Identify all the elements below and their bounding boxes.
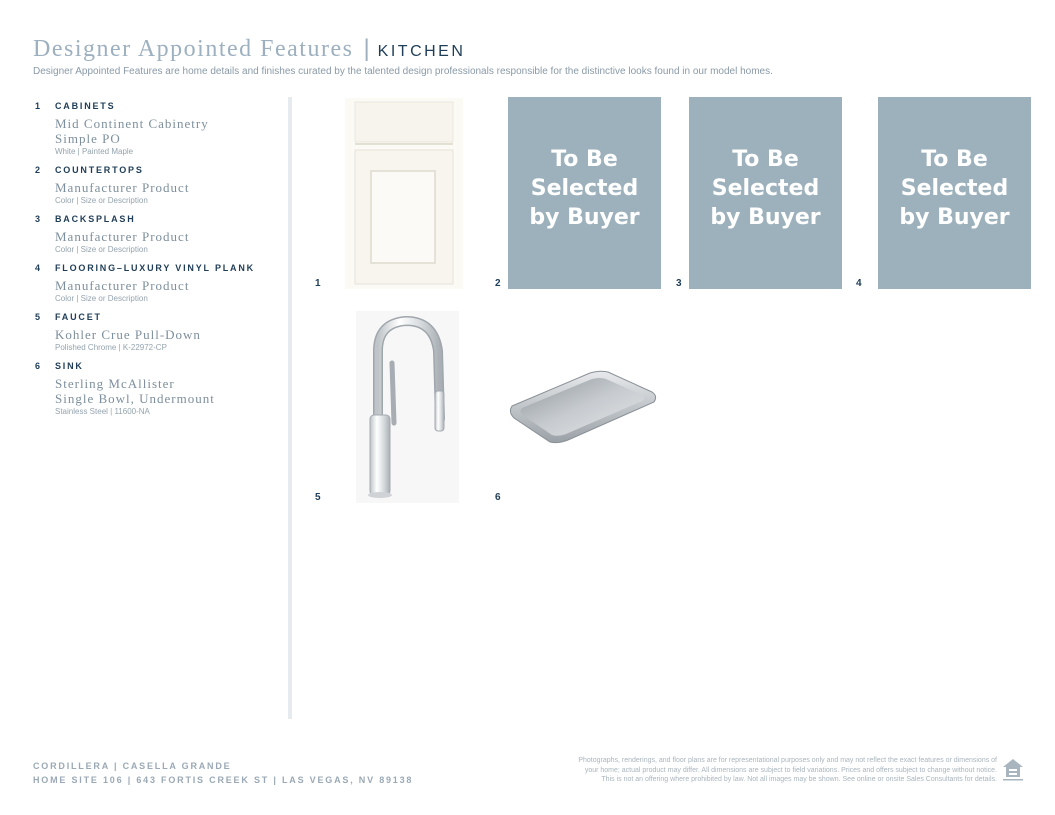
tbd-text-line: Selected	[900, 176, 1009, 201]
feature-name: Manufacturer Product	[55, 180, 190, 195]
feature-category: FLOORING–LUXURY VINYL PLANK	[55, 263, 255, 273]
sink-image	[508, 368, 658, 446]
feature-name-line2: Single Bowl, Undermount	[55, 391, 215, 406]
equal-housing-opportunity-icon	[1000, 756, 1026, 782]
feature-name: Manufacturer Product	[55, 229, 190, 244]
image-label-2: 2	[495, 278, 501, 289]
feature-item-flooring	[35, 262, 280, 304]
disclaimer-line: your home; actual product may differ. All dimensions are subject to field variations. Prices and offers subject to change without notice.	[584, 766, 997, 774]
feature-category: CABINETS	[55, 101, 116, 111]
feature-name: Sterling McAllister	[55, 376, 175, 391]
legal-disclaimer	[517, 756, 997, 785]
feature-category: BACKSPLASH	[55, 214, 136, 224]
feature-list	[35, 100, 280, 424]
feature-number: 4	[35, 263, 42, 273]
feature-number: 1	[35, 101, 42, 111]
tbd-text-line: To Be	[732, 147, 799, 172]
tbd-text-line: Selected	[530, 176, 639, 201]
feature-detail: White | Painted Maple	[55, 147, 134, 156]
title-separator: |	[363, 35, 370, 62]
faucet-image	[356, 311, 459, 503]
feature-detail: Polished Chrome | K-22972-CP	[55, 343, 167, 352]
tbd-tile-backsplash	[689, 97, 842, 289]
tbd-text-line: by Buyer	[899, 205, 1010, 230]
tbd-text-line: Selected	[711, 176, 820, 201]
feature-item-faucet	[35, 311, 280, 353]
disclaimer-line: This is not an offering where prohibited by law. Not all images may be shown. See online or onsite Sales Consultants for details.	[601, 776, 997, 783]
page-title: Designer Appointed Features	[33, 36, 354, 62]
tbd-text-line: To Be	[551, 147, 618, 172]
feature-number: 2	[35, 165, 42, 175]
tbd-tile-flooring	[878, 97, 1031, 289]
feature-detail: Stainless Steel | 11600-NA	[55, 407, 150, 416]
feature-item-backsplash	[35, 213, 280, 255]
section-name: KITCHEN	[377, 43, 466, 60]
feature-name: Manufacturer Product	[55, 278, 190, 293]
image-label-3: 3	[676, 278, 682, 289]
feature-category: FAUCET	[55, 312, 102, 322]
feature-name-line2: Simple PO	[55, 131, 121, 146]
image-label-5: 5	[315, 492, 321, 503]
image-label-1: 1	[315, 278, 321, 289]
home-site-address: HOME SITE 106 | 643 FORTIS CREEK ST | LAS VEGAS, NV 89138	[33, 775, 414, 785]
feature-category: SINK	[55, 361, 84, 371]
vertical-divider	[288, 97, 292, 719]
feature-item-sink	[35, 360, 280, 417]
image-label-4: 4	[856, 278, 862, 289]
cabinet-door-image	[345, 98, 463, 289]
feature-detail: Color | Size or Description	[55, 294, 148, 303]
feature-item-countertops	[35, 164, 280, 206]
feature-number: 5	[35, 312, 42, 322]
tbd-text-line: To Be	[921, 147, 988, 172]
community-info	[33, 759, 413, 787]
tbd-text-line: by Buyer	[529, 205, 640, 230]
community-name: CORDILLERA | CASELLA GRANDE	[33, 761, 232, 771]
feature-detail: Color | Size or Description	[55, 196, 148, 205]
disclaimer-line: Photographs, renderings, and floor plans are for representational purposes only and may not reflect the exact features or dimensions of	[578, 757, 997, 764]
page-header	[33, 35, 465, 63]
image-label-6: 6	[495, 492, 501, 503]
page-subtitle: Designer Appointed Features are home details and finishes curated by the talented design professionals responsible for the distinctive looks found in our model homes.	[33, 66, 773, 77]
feature-number: 3	[35, 214, 42, 224]
feature-detail: Color | Size or Description	[55, 245, 148, 254]
feature-item-cabinets	[35, 100, 280, 157]
tbd-text-line: by Buyer	[710, 205, 821, 230]
tbd-tile-countertops	[508, 97, 661, 289]
feature-name: Mid Continent Cabinetry	[55, 116, 209, 131]
feature-category: COUNTERTOPS	[55, 165, 144, 175]
feature-number: 6	[35, 361, 42, 371]
feature-name: Kohler Crue Pull-Down	[55, 327, 201, 342]
